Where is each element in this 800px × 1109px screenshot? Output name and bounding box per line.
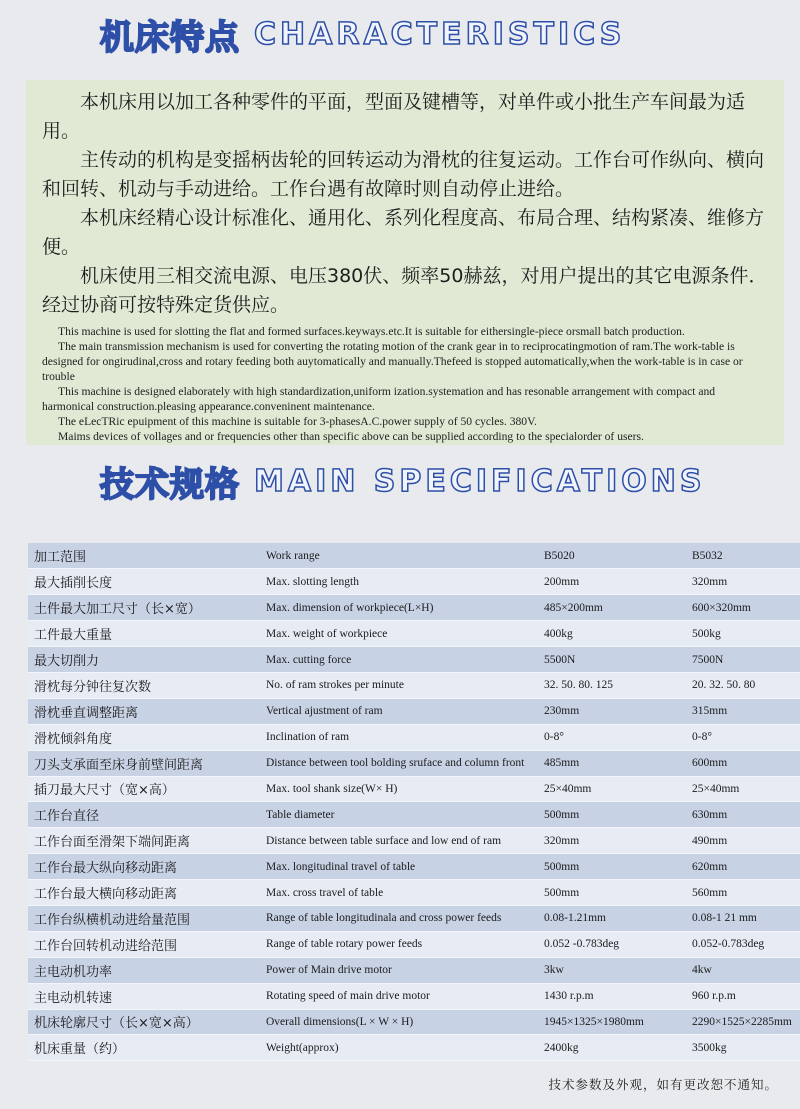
- intro-zh-paragraph: 本机床经精心设计标准化、通用化、系列化程度高、布局合理、结构紧凑、维修方便。: [42, 207, 765, 258]
- spec-value-b5032: 3500kg: [686, 1035, 800, 1061]
- spec-name-en: Overall dimensions(L × W × H): [260, 1009, 538, 1035]
- spec-value-b5032: 25×40mm: [686, 776, 800, 802]
- spec-value-b5020: 5500N: [538, 647, 686, 673]
- spec-value-b5020: 2400kg: [538, 1035, 686, 1061]
- spec-row: [28, 983, 800, 1009]
- spec-value-b5032: 600mm: [686, 750, 800, 776]
- spec-name-en: Distance between tool bolding sruface and column front: [260, 750, 538, 776]
- spec-name-en: Max. cutting force: [260, 647, 538, 673]
- spec-value-b5020: 1430 r.p.m: [538, 983, 686, 1009]
- spec-row: [28, 957, 800, 983]
- specifications-table-body: [28, 543, 800, 1061]
- spec-name-zh: 滑枕垂直调整距离: [28, 698, 260, 724]
- spec-value-b5020: 1945×1325×1980mm: [538, 1009, 686, 1035]
- spec-row: [28, 880, 800, 906]
- spec-value-b5032: 7500N: [686, 647, 800, 673]
- spec-value-b5020: 500mm: [538, 854, 686, 880]
- spec-row: [28, 931, 800, 957]
- spec-name-zh: 主电动机转速: [28, 983, 260, 1009]
- spec-value-b5020: 200mm: [538, 569, 686, 595]
- spec-value-b5032: 20. 32. 50. 80: [686, 672, 800, 698]
- spec-value-b5032: 620mm: [686, 854, 800, 880]
- spec-value-b5020: 32. 50. 80. 125: [538, 672, 686, 698]
- spec-row: [28, 802, 800, 828]
- spec-name-en: Vertical ajustment of ram: [260, 698, 538, 724]
- spec-name-zh: 主电动机功率: [28, 957, 260, 983]
- specifications-table: [28, 543, 800, 1061]
- characteristics-heading: [100, 10, 625, 59]
- intro-en-paragraph: The main transmission mechanism is used for converting the rotating motion of the crank gear in to reciprocatingmotion of ram.The work-table is designed for ongirudinal,cross and rotary feeding both auytomatically and manually.Thefeed is stopped automatically,when the work-table is in case or trouble: [42, 340, 743, 383]
- spec-row: [28, 776, 800, 802]
- spec-value-b5032: 630mm: [686, 802, 800, 828]
- spec-name-zh: 刀头支承面至床身前壁间距离: [28, 750, 260, 776]
- spec-row: [28, 750, 800, 776]
- spec-row: [28, 724, 800, 750]
- spec-value-b5020: 500mm: [538, 880, 686, 906]
- spec-name-zh: 工作台回转机动进给范围: [28, 931, 260, 957]
- intro-zh-paragraph: 机床使用三相交流电源、电压380伏、频率50赫兹，对用户提出的其它电源条件．经过协商可按特殊定货供应。: [42, 265, 768, 316]
- spec-name-en: Max. tool shank size(W× H): [260, 776, 538, 802]
- spec-row: [28, 672, 800, 698]
- spec-name-zh: 插刀最大尺寸（宽×高）: [28, 776, 260, 802]
- spec-name-en: Range of table longitudinala and cross power feeds: [260, 905, 538, 931]
- spec-row: [28, 698, 800, 724]
- spec-value-b5032: 2290×1525×2285mm: [686, 1009, 800, 1035]
- spec-row: [28, 621, 800, 647]
- spec-name-en: Distance between table surface and low end of ram: [260, 828, 538, 854]
- specifications-heading-en: MAIN SPECIFICATIONS: [254, 464, 706, 499]
- spec-name-zh: 最大切削力: [28, 647, 260, 673]
- characteristics-heading-zh: 机床特点: [100, 18, 240, 58]
- spec-name-zh: 加工范围: [28, 543, 260, 569]
- spec-name-zh: 工作台最大横向移动距离: [28, 880, 260, 906]
- spec-name-zh: 土件最大加工尺寸（长×宽）: [28, 595, 260, 621]
- spec-value-b5020: 230mm: [538, 698, 686, 724]
- spec-value-b5020: 0.08-1.21mm: [538, 905, 686, 931]
- spec-name-en: Max. cross travel of table: [260, 880, 538, 906]
- spec-row: [28, 828, 800, 854]
- intro-en-block: [42, 324, 770, 444]
- spec-value-b5020: 485mm: [538, 750, 686, 776]
- spec-value-b5032: 490mm: [686, 828, 800, 854]
- spec-row: [28, 595, 800, 621]
- spec-name-en: Rotating speed of main drive motor: [260, 983, 538, 1009]
- spec-value-b5020: B5020: [538, 543, 686, 569]
- spec-value-b5032: 960 r.p.m: [686, 983, 800, 1009]
- spec-name-zh: 工件最大重量: [28, 621, 260, 647]
- spec-name-zh: 最大插削长度: [28, 569, 260, 595]
- spec-name-zh: 工作台最大纵向移动距离: [28, 854, 260, 880]
- spec-value-b5032: B5032: [686, 543, 800, 569]
- spec-value-b5032: 0.08-1 21 mm: [686, 905, 800, 931]
- characteristics-heading-en: CHARACTERISTICS: [254, 17, 626, 52]
- spec-name-en: Range of table rotary power feeds: [260, 931, 538, 957]
- spec-name-zh: 工作台直径: [28, 802, 260, 828]
- spec-value-b5032: 4kw: [686, 957, 800, 983]
- intro-zh-paragraph: 主传动的机构是变摇柄齿轮的回转运动为滑枕的往复运动。工作台可作纵向、横向和回转、机动与手动进给。工作台遇有故障时则自动停止进给。: [42, 149, 765, 200]
- spec-name-en: No. of ram strokes per minute: [260, 672, 538, 698]
- spec-value-b5020: 0.052 -0.783deg: [538, 931, 686, 957]
- spec-name-zh: 机床重量（约）: [28, 1035, 260, 1061]
- spec-value-b5020: 0-8°: [538, 724, 686, 750]
- spec-name-en: Work range: [260, 543, 538, 569]
- intro-en-paragraph: Maims devices of vollages and or frequencies other than specific above can be supplied according to the specialorder of users.: [58, 430, 644, 443]
- spec-value-b5020: 485×200mm: [538, 595, 686, 621]
- spec-name-en: Max. weight of workpiece: [260, 621, 538, 647]
- specifications-heading: [100, 457, 705, 506]
- spec-value-b5032: 560mm: [686, 880, 800, 906]
- spec-value-b5020: 3kw: [538, 957, 686, 983]
- spec-row: [28, 543, 800, 569]
- spec-name-en: Max. dimension of workpiece(L×H): [260, 595, 538, 621]
- intro-en-paragraph: The eLecTRic epuipment of this machine is suitable for 3-phasesA.C.power supply of 50 cycles. 380V.: [58, 415, 537, 428]
- spec-name-zh: 滑枕倾斜角度: [28, 724, 260, 750]
- spec-value-b5020: 25×40mm: [538, 776, 686, 802]
- spec-value-b5020: 320mm: [538, 828, 686, 854]
- spec-name-en: Power of Main drive motor: [260, 957, 538, 983]
- spec-value-b5032: 320mm: [686, 569, 800, 595]
- footnote: 技术参数及外观，如有更改恕不通知。: [548, 1077, 778, 1092]
- spec-name-zh: 滑枕每分钟往复次数: [28, 672, 260, 698]
- spec-name-zh: 工作台面至滑架下端间距离: [28, 828, 260, 854]
- spec-name-en: Weight(approx): [260, 1035, 538, 1061]
- spec-row: [28, 1009, 800, 1035]
- spec-name-zh: 工作台纵横机动进给量范围: [28, 905, 260, 931]
- intro-en-paragraph: This machine is used for slotting the flat and formed surfaces.keyways.etc.It is suitable for eithersingle-piece orsmall batch production.: [58, 325, 685, 338]
- spec-row: [28, 854, 800, 880]
- spec-value-b5032: 315mm: [686, 698, 800, 724]
- spec-name-en: Table diameter: [260, 802, 538, 828]
- spec-row: [28, 569, 800, 595]
- spec-value-b5032: 500kg: [686, 621, 800, 647]
- spec-value-b5032: 0-8°: [686, 724, 800, 750]
- spec-value-b5032: 0.052-0.783deg: [686, 931, 800, 957]
- characteristics-panel: [26, 80, 784, 445]
- spec-value-b5020: 500mm: [538, 802, 686, 828]
- spec-name-en: Max. slotting length: [260, 569, 538, 595]
- intro-en-paragraph: This machine is designed elaborately with high standardization,uniform ization.systemation and has resonable arrangement with compact and harmonical construction.pleasing appearance.conveninent maintenance.: [42, 385, 716, 413]
- spec-name-zh: 机床轮廓尺寸（长×宽×高）: [28, 1009, 260, 1035]
- spec-row: [28, 1035, 800, 1061]
- spec-value-b5032: 600×320mm: [686, 595, 800, 621]
- intro-zh-paragraph: 本机床用以加工各种零件的平面，型面及键槽等，对单件或小批生产车间最为适用。: [42, 91, 746, 142]
- spec-row: [28, 905, 800, 931]
- spec-name-en: Max. longitudinal travel of table: [260, 854, 538, 880]
- specifications-heading-zh: 技术规格: [100, 465, 240, 505]
- spec-value-b5020: 400kg: [538, 621, 686, 647]
- spec-row: [28, 647, 800, 673]
- spec-name-en: Inclination of ram: [260, 724, 538, 750]
